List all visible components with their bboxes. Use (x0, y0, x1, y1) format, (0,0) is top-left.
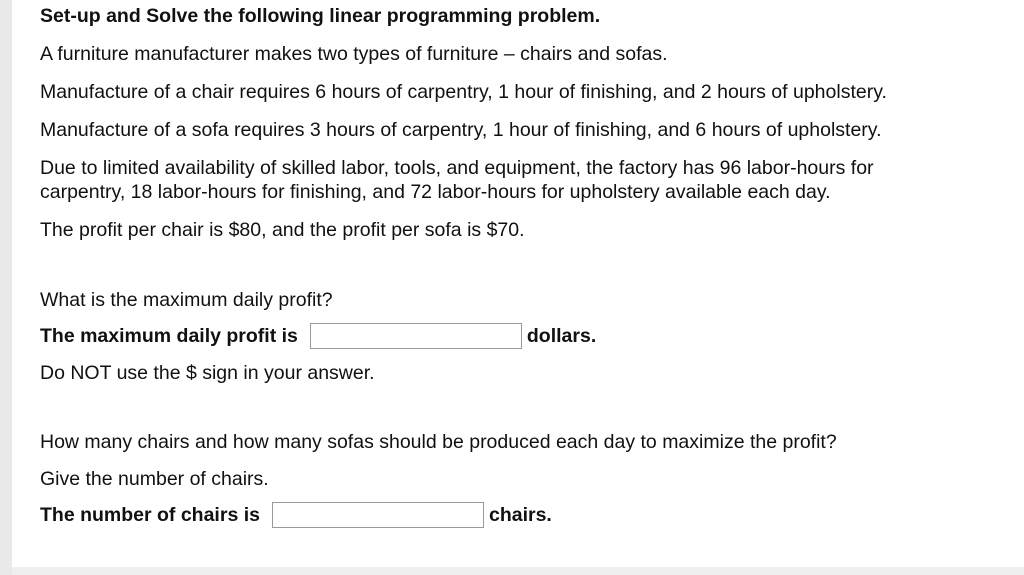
question-2-answer-row (40, 500, 1010, 530)
chairs-count-input[interactable] (272, 502, 484, 528)
dollars-unit-label: dollars. (526, 324, 597, 347)
chairs-count-label: The number of chairs is (40, 503, 260, 526)
labor-limits (40, 156, 1010, 204)
bottom-strip (12, 567, 1024, 575)
problem-intro: A furniture manufacturer makes two types of furniture – chairs and sofas. (40, 43, 668, 65)
question-2-sub-prompt: Give the number of chairs. (40, 468, 269, 490)
question-content (40, 4, 1010, 530)
sofa-requirements: Manufacture of a sofa requires 3 hours of carpentry, 1 hour of finishing, and 6 hours of upholstery. (40, 119, 882, 141)
question-1-prompt: What is the maximum daily profit? (40, 289, 333, 311)
question-1-answer-row (40, 321, 1010, 351)
question-2-prompt: How many chairs and how many sofas should be produced each day to maximize the profit? (40, 431, 837, 453)
chair-requirements: Manufacture of a chair requires 6 hours of carpentry, 1 hour of finishing, and 2 hours of upholstery. (40, 81, 887, 103)
max-profit-input[interactable] (310, 323, 522, 349)
labor-limits-line-2: carpentry, 18 labor-hours for finishing, and 72 labor-hours for upholstery available each day. (40, 181, 831, 203)
left-rail (0, 0, 12, 575)
problem-title: Set-up and Solve the following linear programming problem. (40, 5, 601, 27)
chairs-unit-label: chairs. (488, 503, 552, 526)
profit-info: The profit per chair is $80, and the profit per sofa is $70. (40, 219, 525, 241)
max-profit-label: The maximum daily profit is (40, 324, 298, 347)
dollar-sign-note: Do NOT use the $ sign in your answer. (40, 362, 375, 384)
labor-limits-line-1: Due to limited availability of skilled labor, tools, and equipment, the factory has 96 labor-hours for (40, 157, 874, 179)
